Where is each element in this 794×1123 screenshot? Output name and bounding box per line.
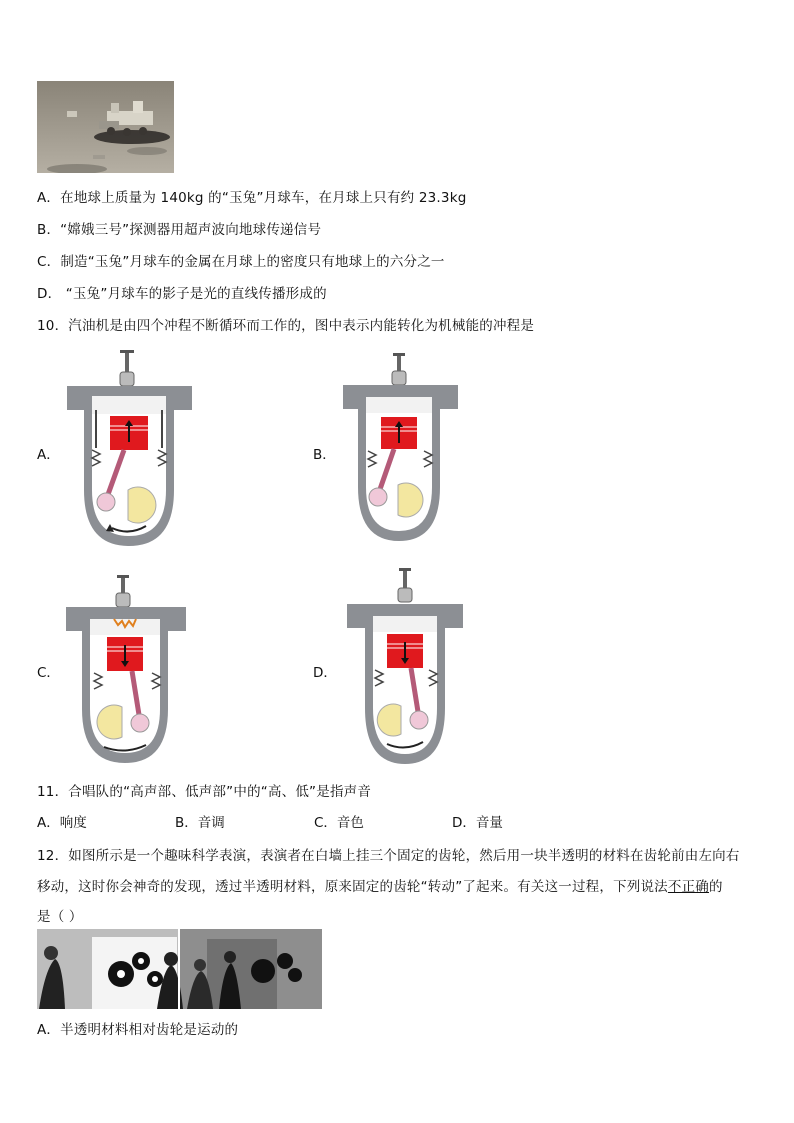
engine-diagram-d xyxy=(343,568,467,772)
engine-b-svg xyxy=(338,353,463,545)
q9-option-c: C．制造“玉兔”月球车的金属在月球上的密度只有地球上的六分之一 xyxy=(37,254,445,270)
q12-stem-line3: 是（ ） xyxy=(37,909,83,925)
q11-option-c: C．音色 xyxy=(314,815,364,831)
q9-option-b: B．“嫦娥三号”探测器用超声波向地球传递信号 xyxy=(37,222,322,238)
q10-label-c: C． xyxy=(37,665,60,681)
q11-option-a: A．响度 xyxy=(37,815,87,831)
q10-label-b: B． xyxy=(313,447,336,463)
q12-stem-line1: 12．如图所示是一个趣味科学表演，表演者在白墙上挂三个固定的齿轮，然后用一块半透明的材料在齿轮前由左向右 xyxy=(37,848,740,864)
q10-label-d: D． xyxy=(313,665,337,681)
q12-option-a: A．半透明材料相对齿轮是运动的 xyxy=(37,1022,239,1038)
q12-underlined-word: 不正确 xyxy=(667,879,709,895)
engine-diagram-b xyxy=(338,353,463,549)
q9-option-d: D． “玉兔”月球车的影子是光的直线传播形成的 xyxy=(37,286,327,302)
q10-stem: 10．汽油机是由四个冲程不断循环而工作的，图中表示内能转化为机械能的冲程是 xyxy=(37,318,535,334)
q10-label-a: A． xyxy=(37,447,60,463)
engine-c-svg xyxy=(62,575,192,767)
engine-d-svg xyxy=(343,568,467,768)
q11-option-d: D．音量 xyxy=(452,815,503,831)
q12-stem-line2: 移动，这时你会神奇的发现，透过半透明材料，原来固定的齿轮“转动”了起来。有关这一过程，下列说法不正确的 xyxy=(37,879,723,895)
engine-diagram-a xyxy=(62,350,197,556)
engine-diagram-c xyxy=(62,575,192,771)
gears-performance-photo xyxy=(37,929,322,1009)
q9-option-a: A．在地球上质量为 140kg 的“玉兔”月球车，在月球上只有约 23.3kg xyxy=(37,190,467,206)
q11-option-b: B．音调 xyxy=(175,815,225,831)
q11-stem: 11．合唱队的“高声部、低声部”中的“高、低”是指声音 xyxy=(37,784,372,800)
engine-a-svg xyxy=(62,350,197,552)
lunar-rover-photo xyxy=(37,81,174,173)
